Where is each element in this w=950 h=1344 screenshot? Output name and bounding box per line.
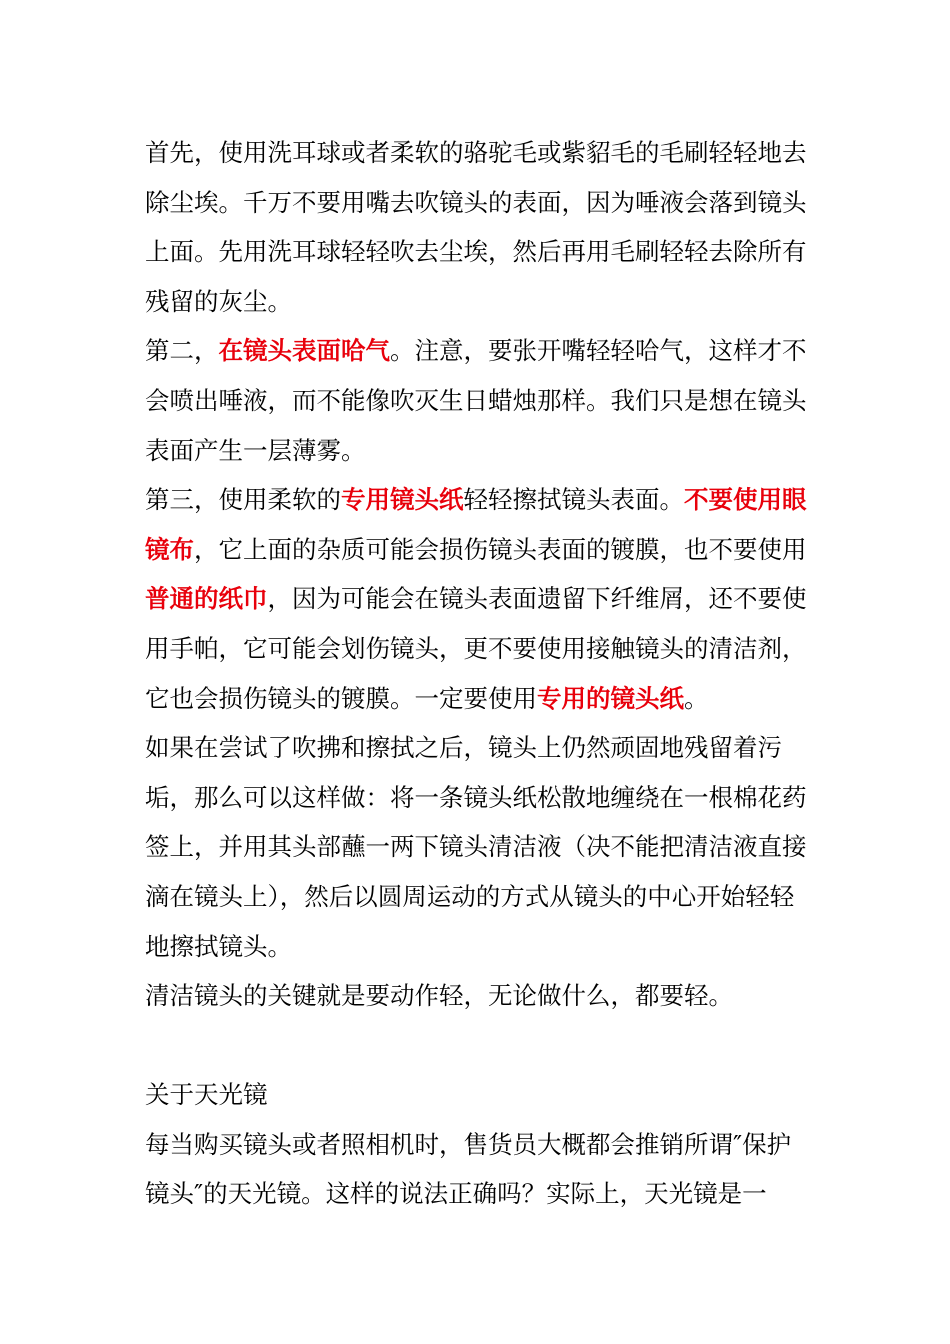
paragraph-step-three (145, 475, 810, 723)
paragraph-key-point (145, 971, 810, 1021)
highlight-text: 专用的镜头纸 (537, 683, 684, 713)
paragraph-intro (145, 128, 810, 326)
highlight-text: 普通的纸巾 (145, 584, 268, 614)
paragraph-text: 。 (684, 683, 709, 713)
paragraph-text: 清洁镜头的关键就是要动作轻，无论做什么，都要轻。 (145, 981, 733, 1011)
paragraph-text: 。注意，要张开嘴轻轻哈气，这样才不会喷出唾液，而不能像吹灭生日蜡烛那样。我们只是想在镜头表面产生一层薄雾。 (145, 336, 807, 465)
paragraph-skylight-filter (145, 1120, 810, 1219)
paragraph-text: 如果在尝试了吹拂和擦拭之后，镜头上仍然顽固地残留着污垢，那么可以这样做：将一条镜头纸松散地缠绕在一根棉花药签上，并用其头部蘸一两下镜头清洁液（决不能把清洁液直接滴在镜头上），然后以圆周运动的方式从镜头的中心开始轻轻地擦拭镜头。 (145, 733, 807, 961)
highlight-text: 专用镜头纸 (341, 485, 464, 515)
document-body (145, 128, 810, 1219)
blank-line (145, 1021, 810, 1071)
paragraph-text: 轻轻擦拭镜头表面。 (463, 485, 684, 515)
paragraph-text: 首先，使用洗耳球或者柔软的骆驼毛或紫貂毛的毛刷轻轻地去除尘埃。千万不要用嘴去吹镜头的表面，因为唾液会落到镜头上面。先用洗耳球轻轻吹去尘埃，然后再用毛刷轻轻去除所有残留的灰尘。 (145, 138, 807, 316)
section-heading (145, 1070, 810, 1120)
paragraph-text: 第二， (145, 336, 219, 366)
paragraph-stubborn-dirt (145, 723, 810, 971)
paragraph-step-two (145, 326, 810, 475)
paragraph-text: ，它上面的杂质可能会损伤镜头表面的镀膜，也不要使用 (194, 534, 807, 564)
paragraph-text: ，因为可能会在镜头表面遗留下纤维屑，还不要使用手帕，它可能会划伤镜头，更不要使用接触镜头的清洁剂，它也会损伤镜头的镀膜。一定要使用 (145, 584, 807, 713)
paragraph-text: 第三，使用柔软的 (145, 485, 341, 515)
highlight-text: 在镜头表面哈气 (218, 336, 390, 366)
paragraph-text: 每当购买镜头或者照相机时，售货员大概都会推销所谓″保护镜头″的天光镜。这样的说法正确吗？实际上，天光镜是一 (145, 1129, 792, 1209)
heading-text: 关于天光镜 (145, 1080, 268, 1110)
highlight-text: 不要使用眼镜布 (145, 485, 807, 564)
